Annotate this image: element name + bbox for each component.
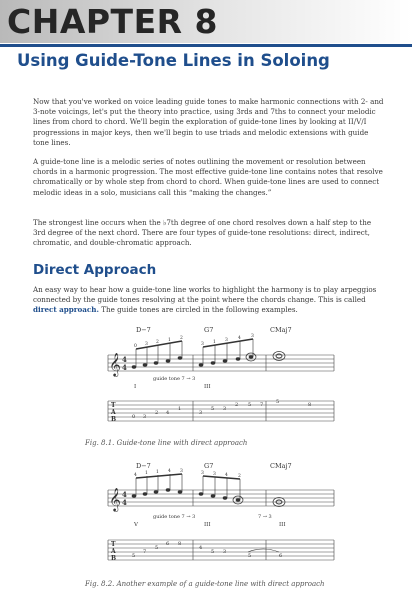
- note: [211, 494, 216, 497]
- tab-number: 6: [279, 553, 283, 559]
- chapter-rule: [0, 44, 412, 47]
- slide-curve: [248, 549, 279, 552]
- tab-number: 3: [199, 410, 203, 416]
- fingering: 2: [180, 336, 183, 341]
- definition-paragraph: A guide-tone line is a melodic series of notes outlining the movement or resolution between chords in a harmonic progression. The most effective guide-tone line contains notes that resolve chromatically or by whole step from chord to chord. When guide-tone lines are used to connect melodic ideas in a solo, musicians call this “making the changes.”: [33, 157, 383, 197]
- tab-number: 7: [143, 549, 147, 555]
- treble-clef-icon: 𝄞: [109, 352, 121, 376]
- figure-8-1: [98, 325, 338, 435]
- tab-number: 5: [211, 406, 215, 412]
- tab-number: 5: [276, 399, 280, 405]
- tab-number: 5: [248, 553, 252, 559]
- fingering: 3: [213, 472, 216, 477]
- chord-symbol: G7: [204, 462, 214, 470]
- time-sig-bottom: 4: [122, 363, 127, 372]
- tab-number: 0: [132, 414, 136, 420]
- tab-number: 4: [166, 410, 170, 416]
- scale-degree: I: [134, 384, 137, 390]
- note: [132, 365, 137, 368]
- tab-number: 1: [178, 406, 182, 412]
- fingering: 1: [168, 338, 171, 343]
- tab-number: 5: [155, 545, 159, 551]
- figure-8-2: [98, 460, 338, 576]
- note: [223, 359, 228, 362]
- note: [154, 490, 159, 493]
- whole-note: [276, 354, 282, 358]
- chord-symbol: D−7: [136, 326, 151, 334]
- chord-symbol: CMaj7: [270, 326, 292, 334]
- fingering: 4: [225, 473, 228, 478]
- tab-number: 2: [155, 410, 159, 416]
- note: [143, 363, 148, 366]
- note: [132, 494, 137, 497]
- resolution-paragraph: The strongest line occurs when the ♭7th degree of one chord resolves down a half step to the 3rd degree of the next chord. There are four types of guide-tone resolutions: direct, indirect, chromatic, and double-chromatic approach.: [33, 218, 372, 248]
- tab-number: 5: [248, 402, 252, 408]
- fingering: 1: [156, 470, 159, 475]
- tab-number: 5: [132, 553, 136, 559]
- figure-caption: Fig. 8.1. Guide-tone line with direct approach: [85, 439, 248, 447]
- chapter-title: CHAPTER 8: [7, 2, 218, 41]
- fingering: 0: [134, 344, 137, 349]
- tab-number: 3: [223, 549, 227, 555]
- section-text-before: An easy way to hear how a guide-tone line works to highlight the harmony is to play arpeggios connected by the guide tones resolving at the point where the chords change. This is called: [33, 285, 377, 305]
- fingering: 4: [238, 336, 241, 341]
- fingering: 1: [145, 471, 148, 476]
- fingering: 4: [134, 473, 137, 478]
- time-sig-bottom: 4: [122, 498, 127, 507]
- note: [249, 355, 254, 358]
- guide-tone-annotation: guide tone 7 → 3: [153, 514, 196, 520]
- scale-degree: III: [279, 522, 286, 528]
- tab-number: 2: [235, 402, 239, 408]
- section-highlight: direct approach.: [33, 305, 99, 315]
- tab-clef-letter: B: [111, 555, 117, 562]
- note: [211, 361, 216, 364]
- note: [178, 356, 183, 359]
- tab-number: 3: [143, 414, 147, 420]
- fingering: 3: [180, 469, 183, 474]
- figure-8-1-notation: [98, 325, 338, 435]
- treble-clef-icon: 𝄞: [109, 487, 121, 511]
- fingering: 3: [251, 334, 254, 339]
- tab-number: 5: [211, 549, 215, 555]
- tab-number: 7: [260, 402, 264, 408]
- page-heading: Using Guide-Tone Lines in Soloing: [17, 51, 330, 70]
- note: [154, 361, 159, 364]
- time-sig-top: 4: [122, 355, 127, 364]
- figure-caption: Fig. 8.2. Another example of a guide-tone line with direct approach: [85, 580, 325, 588]
- scale-degree: III: [204, 522, 211, 528]
- fingering: 2: [238, 474, 241, 479]
- figure-8-2-notation: [98, 460, 338, 576]
- note: [199, 492, 204, 495]
- fingering: 2: [156, 340, 159, 345]
- time-sig-top: 4: [122, 490, 127, 499]
- note: [143, 492, 148, 495]
- fingering: 3: [201, 471, 204, 476]
- note: [199, 363, 204, 366]
- tab-number: 4: [199, 545, 203, 551]
- tab-clef-letter: A: [111, 548, 116, 555]
- tab-number: 3: [223, 406, 227, 412]
- fingering: 3: [201, 342, 204, 347]
- intro-paragraph: Now that you've worked on voice leading guide tones to make harmonic connections with 2- and 3-note voicings, let's put the theory into practice, using 3rds and 7ths to connect your melodic lines from chord to chord. We'll begin the exploration of guide-tone lines by looking at II/V/I progressions in major keys, then we'll begin to use triads and melodic extensions with guide tone lines.: [33, 97, 384, 147]
- section-heading: Direct Approach: [33, 262, 157, 278]
- fingering: 3: [145, 342, 148, 347]
- fingering: 4: [168, 469, 171, 474]
- fingering: 1: [213, 340, 216, 345]
- scale-degree: V: [134, 522, 138, 528]
- note: [166, 488, 171, 491]
- note: [236, 498, 241, 501]
- tab-number: 8: [178, 541, 182, 547]
- chord-symbol: D−7: [136, 462, 151, 470]
- section-text-after: The guide tones are circled in the following examples.: [98, 305, 298, 315]
- tab-number: 8: [308, 402, 312, 408]
- tab-clef-letter: A: [111, 409, 116, 416]
- guide-tone-annotation: guide tone 7 → 3: [153, 376, 196, 382]
- fingering: 3: [225, 338, 228, 343]
- chord-symbol: G7: [204, 326, 214, 334]
- tab-clef-letter: T: [111, 541, 116, 548]
- note: [178, 490, 183, 493]
- note: [166, 359, 171, 362]
- tab-number: 6: [166, 541, 170, 547]
- tab-clef-letter: T: [111, 402, 116, 409]
- chord-symbol: CMaj7: [270, 462, 292, 470]
- tab-clef-letter: B: [111, 416, 117, 423]
- section-paragraph: [33, 285, 385, 316]
- note: [223, 496, 228, 499]
- scale-degree: III: [204, 384, 211, 390]
- guide-tone-annotation: 7 → 3: [258, 514, 272, 520]
- note: [236, 357, 241, 360]
